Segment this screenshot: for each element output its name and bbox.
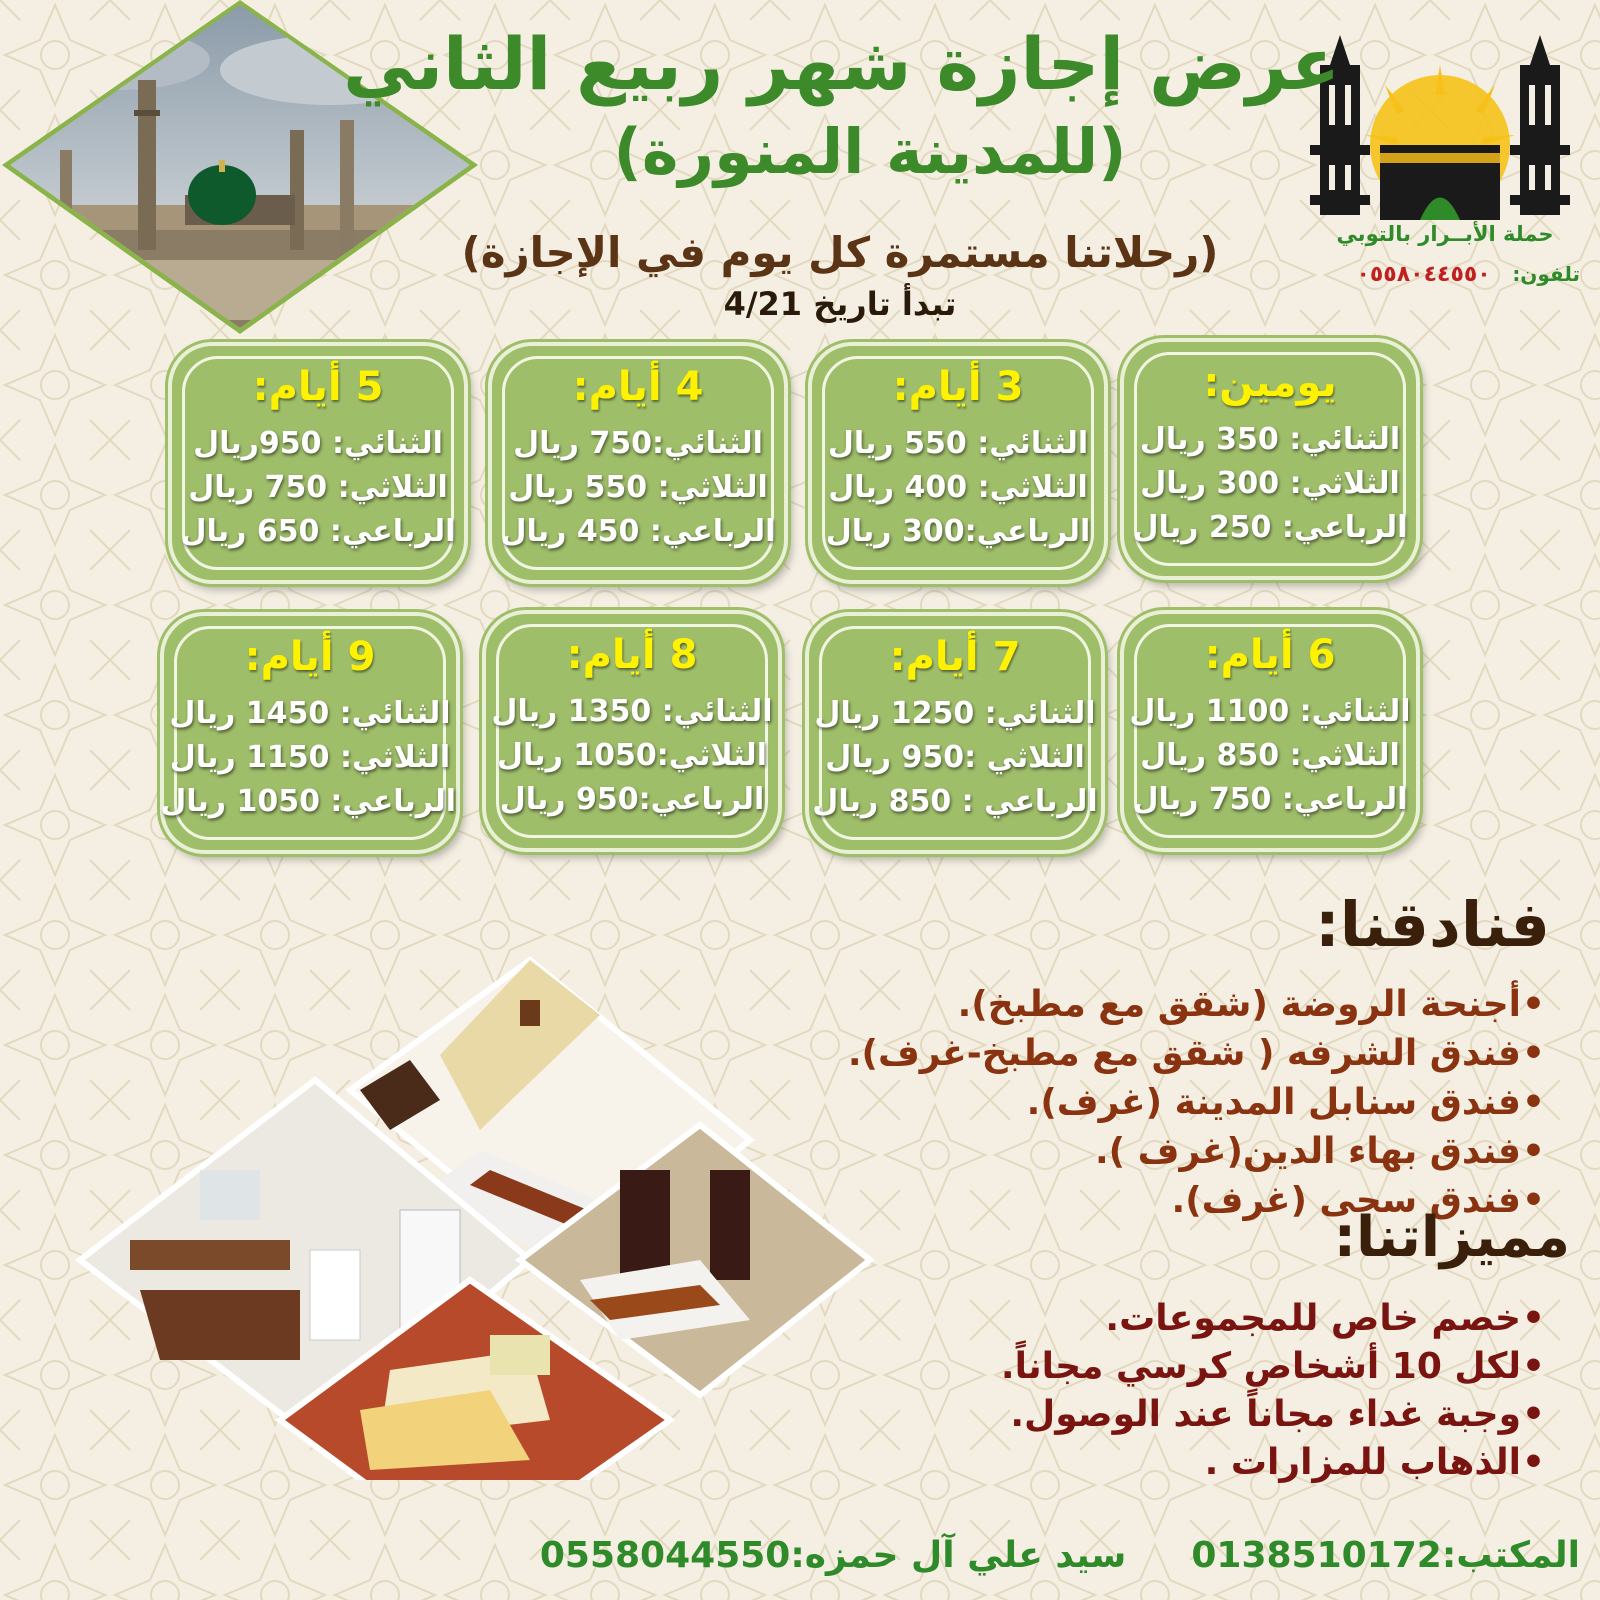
feature-item: • وجبة غداء مجاناً عند الوصول. <box>645 1391 1545 1439</box>
brand-phone <box>1330 262 1580 287</box>
feature-item: • لكل 10 أشخاص كرسي مجاناً. <box>645 1343 1545 1391</box>
package-card-9-days <box>160 612 460 854</box>
features-list <box>645 1295 1545 1487</box>
price-triple: الثلاثي:1050 ريال <box>497 738 767 773</box>
footer-contacts <box>20 1535 1580 1576</box>
price-triple: الثلاثي: 300 ريال <box>1140 466 1400 501</box>
package-title: 9 أيام: <box>244 634 376 680</box>
price-quad: الرباعي: 750 ريال <box>1132 782 1408 817</box>
package-card-8-days <box>482 610 782 852</box>
page-title: عرض إجازة شهر ربيع الثاني <box>343 22 1340 106</box>
price-quad: الرباعي:300 ريال <box>825 514 1091 549</box>
page-subtitle: (للمدينة المنورة) <box>613 115 1127 188</box>
price-triple: الثلاثي: 750 ريال <box>188 470 448 505</box>
package-title: 4 أيام: <box>572 364 704 410</box>
brand-name: حملة الأبــرار بالتوبي <box>1336 222 1554 246</box>
price-double: الثنائي: 1350 ريال <box>491 694 773 729</box>
price-quad: الرباعي: 1050 ريال <box>160 784 456 819</box>
price-quad: الرباعي: 450 ريال <box>500 514 776 549</box>
hotel-item: • فندق سنابل المدينة (غرف). <box>645 1078 1545 1127</box>
price-double: الثنائي: 950ريال <box>193 426 443 461</box>
hotel-item: • أجنحة الروضة (شقق مع مطبخ). <box>645 980 1545 1029</box>
hotel-item: • فندق سجى (غرف). <box>645 1176 1545 1225</box>
package-card-4-days <box>488 342 788 584</box>
package-title: 3 أيام: <box>892 364 1024 410</box>
contact-phone: سيد علي آل حمزه:0558044550 <box>539 1535 1127 1576</box>
package-card-7-days <box>805 612 1105 854</box>
price-triple: الثلاثي: 1150 ريال <box>169 740 451 775</box>
price-triple: الثلاثي: 400 ريال <box>828 470 1088 505</box>
price-quad: الرباعي: 250 ريال <box>1132 510 1408 545</box>
package-title: 8 أيام: <box>566 632 698 678</box>
package-card-2-days <box>1120 338 1420 580</box>
campaign-logo <box>1305 25 1575 220</box>
trips-note: (رحلاتنا مستمرة كل يوم في الإجازة) <box>461 228 1219 277</box>
price-double: الثنائي: 350 ريال <box>1139 422 1401 457</box>
package-card-5-days <box>168 342 468 584</box>
price-triple: الثلاثي :950 ريال <box>825 740 1085 775</box>
start-date: تبدأ تاريخ 4/21 <box>723 285 957 323</box>
hotel-item: • فندق بهاء الدين(غرف ). <box>645 1127 1545 1176</box>
features-heading: مميزاتنا: <box>1333 1205 1570 1270</box>
hotel-item: • فندق الشرفه ( شقق مع مطبخ-غرف). <box>645 1029 1545 1078</box>
phone-number: ٠٥٥٨٠٤٤٥٥٠ <box>1356 262 1491 287</box>
price-triple: الثلاثي: 850 ريال <box>1140 738 1400 773</box>
hotels-list <box>645 980 1545 1225</box>
feature-item: • خصم خاص للمجموعات. <box>645 1295 1545 1343</box>
feature-item: • الذهاب للمزارات . <box>645 1439 1545 1487</box>
price-quad: الرباعي: 650 ريال <box>180 514 456 549</box>
price-double: الثنائي:750 ريال <box>513 426 763 461</box>
package-title: 6 أيام: <box>1204 632 1336 678</box>
price-double: الثنائي: 1250 ريال <box>814 696 1096 731</box>
price-quad: الرباعي : 850 ريال <box>812 784 1098 819</box>
price-triple: الثلاثي: 550 ريال <box>508 470 768 505</box>
hotels-heading: فنادقنا: <box>1315 888 1550 961</box>
package-title: 7 أيام: <box>889 634 1021 680</box>
phone-label: تلفون: <box>1512 262 1580 286</box>
price-double: الثنائي: 550 ريال <box>827 426 1089 461</box>
price-double: الثنائي: 1450 ريال <box>169 696 451 731</box>
package-card-3-days <box>808 342 1108 584</box>
package-card-6-days <box>1120 610 1420 852</box>
package-title: يومين: <box>1203 360 1337 406</box>
price-double: الثنائي: 1100 ريال <box>1129 694 1411 729</box>
price-quad: الرباعي:950 ريال <box>499 782 765 817</box>
office-phone: المكتب:0138510172 <box>1191 1535 1580 1576</box>
package-title: 5 أيام: <box>252 364 384 410</box>
